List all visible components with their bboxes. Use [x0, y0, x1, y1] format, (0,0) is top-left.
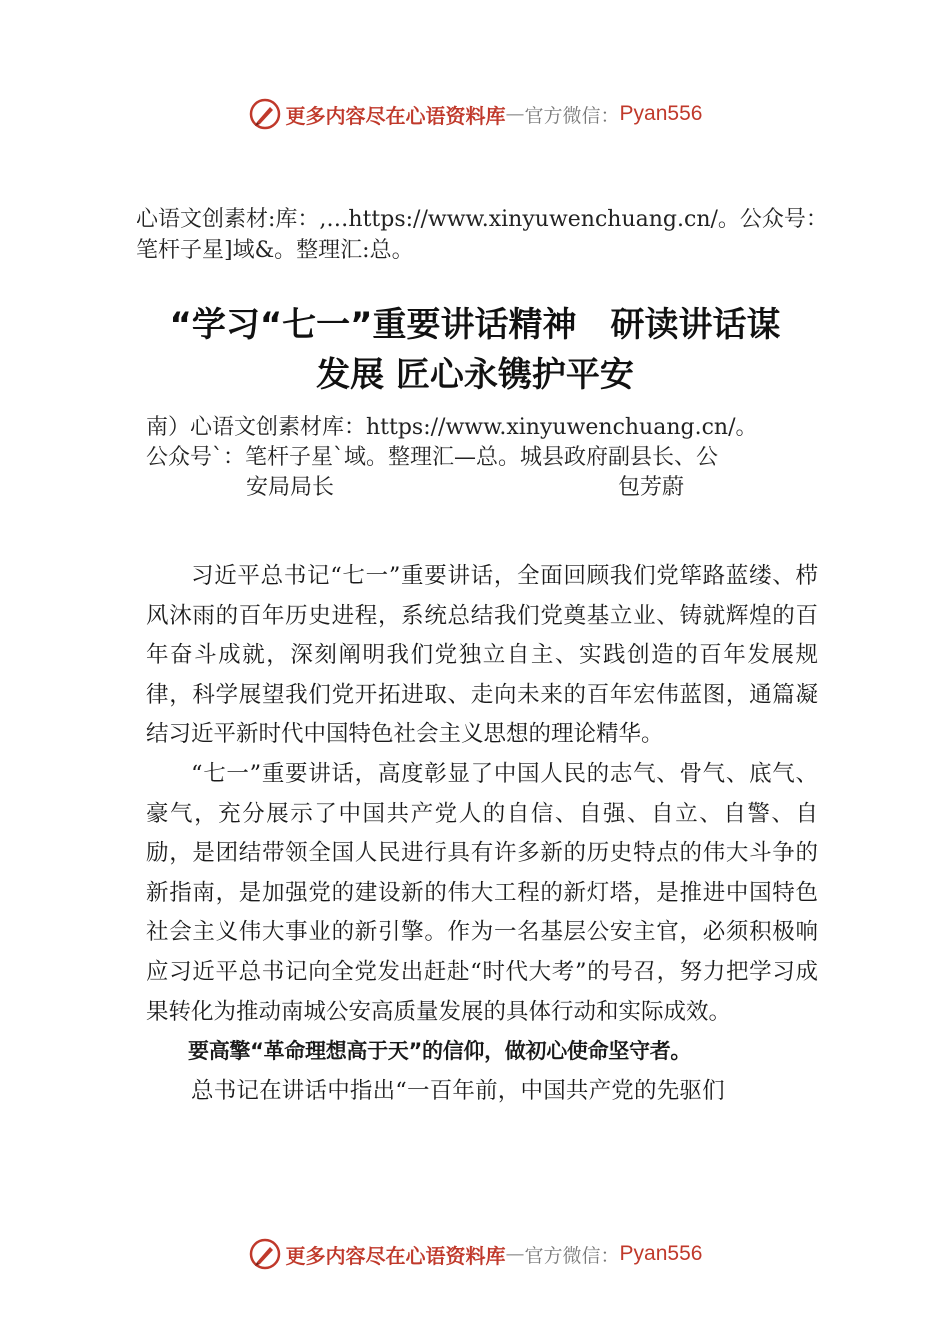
banner-wechat-id: Pyan556	[619, 1242, 703, 1265]
author-name: 包芳蔚	[618, 475, 685, 500]
header-banner	[0, 94, 950, 134]
banner-wechat-label: 官方微信：	[524, 104, 620, 127]
pen-logo-icon	[248, 1237, 282, 1271]
banner-separator: —	[505, 103, 525, 125]
paragraph-2: “七一”重要讲话，高度彰显了中国人民的志气、骨气、底气、豪气，充分展示了中国共产党人的自信、自强、自立、自警、自励，是团结带领全国人民进行具有许多新的历史特点的伟大斗争的新指南，是加强党的建设新的伟大工程的新灯塔，是推进中国特色社会主义伟大事业的新引擎。作为一名基层公安主官，必须积极响应习近平总书记向全党发出赶赴“时代大考”的号召，努力把学习成果转化为推动南城公安高质量发展的具体行动和实际成效。	[146, 760, 818, 1025]
article-body	[146, 557, 818, 1111]
byline-line-3	[146, 473, 826, 503]
paragraph-1: 习近平总书记“七一”重要讲话，全面回顾我们党筚路蓝缕、栉风沐雨的百年历史进程，系统总结我们党奠基立业、铸就辉煌的百年奋斗成就，深刻阐明我们党独立自主、实践创造的百年发展规律，科学展望我们党开拓进取、走向未来的百年宏伟蓝图，通篇凝结习近平新时代中国特色社会主义思想的理论精华。	[146, 563, 818, 748]
byline-line-1: 南）心语文创素材库：https://www.xinyuwenchuang.cn/。	[146, 415, 758, 440]
author-role: 安局局长	[246, 475, 335, 500]
title-line-1: “学习“七一”重要讲话精神 研读讲话谋	[169, 305, 781, 345]
byline	[146, 413, 826, 503]
footer-banner	[0, 1234, 950, 1274]
source-note: 心语文创素材:库：,…https://www.xinyuwenchuang.cn/。公众号：笔杆子星]域&。整理汇:总。	[136, 207, 828, 263]
section-heading-1: 要高擎“革命理想高于天”的信仰，做初心使命坚守者。	[188, 1039, 692, 1064]
pen-logo-icon	[248, 97, 282, 131]
banner-brand: 更多内容尽在心语资料库	[285, 1243, 506, 1268]
banner-wechat-id: Pyan556	[619, 102, 703, 125]
article-title	[100, 300, 850, 400]
title-line-2: 发展 匠心永镌护平安	[316, 355, 634, 395]
banner-brand: 更多内容尽在心语资料库	[285, 103, 506, 128]
paragraph-3: 总书记在讲话中指出“一百年前，中国共产党的先驱们	[191, 1077, 725, 1104]
banner-separator: —	[505, 1243, 525, 1265]
banner-wechat-label: 官方微信：	[524, 1244, 620, 1267]
byline-line-2: 公众号`：笔杆子星`域。整理汇—总。城县政府副县长、公	[146, 445, 719, 470]
